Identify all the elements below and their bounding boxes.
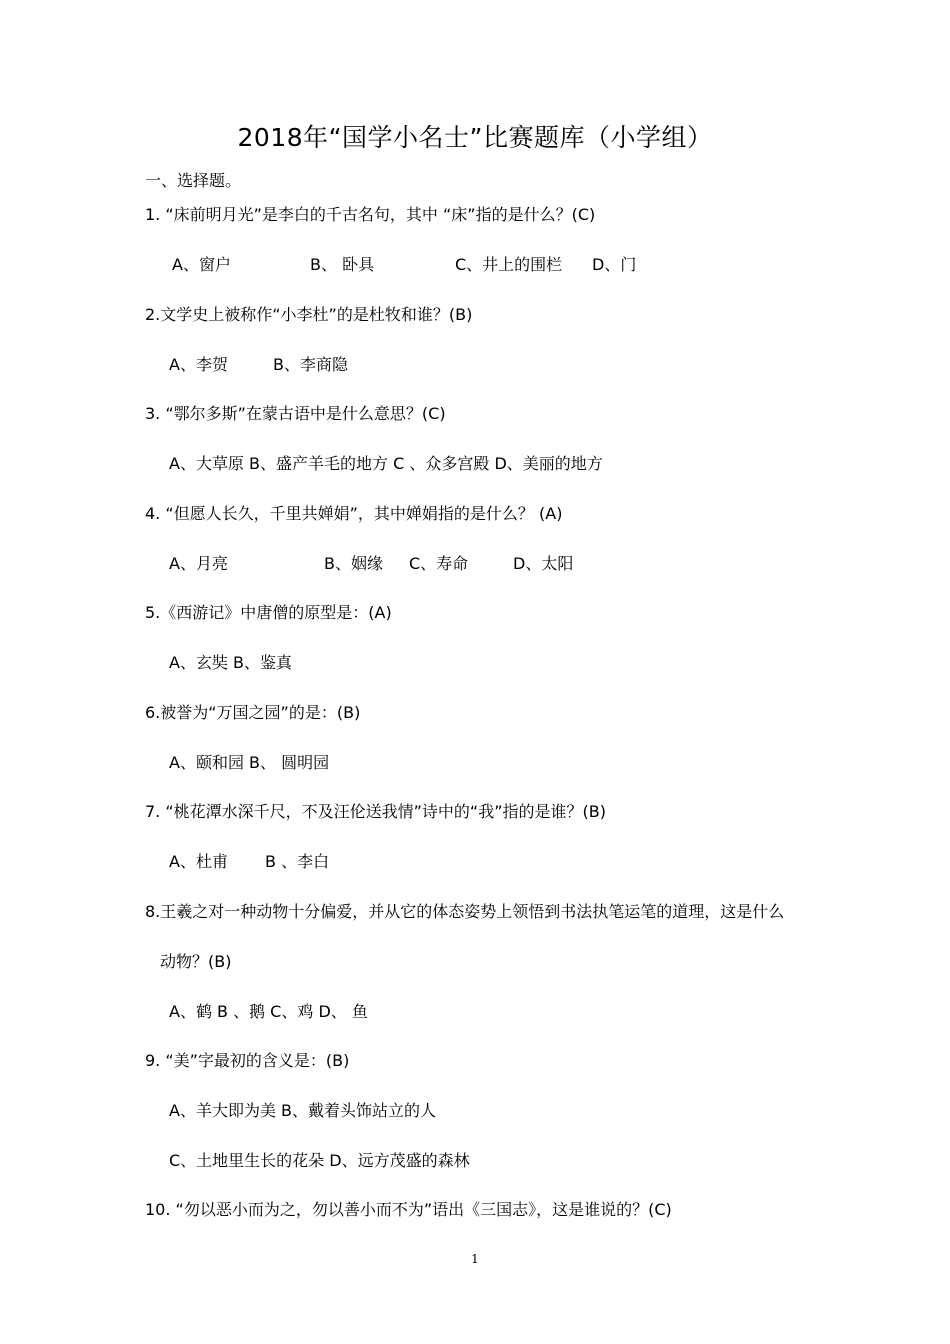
q1-option-a: A、窗户 bbox=[172, 255, 231, 274]
q1-option-b: B、 卧具 bbox=[310, 255, 375, 274]
section-heading: 一、选择题。 bbox=[145, 171, 242, 190]
question-5: 5.《西游记》中唐僧的原型是：(A) bbox=[145, 603, 392, 622]
q4-option-d: D、太阳 bbox=[513, 554, 574, 573]
question-8: 8.王羲之对一种动物十分偏爱，并从它的体态姿势上领悟到书法执笔运笔的道理，这是什么 bbox=[145, 902, 785, 921]
question-3: 3. “鄂尔多斯”在蒙古语中是什么意思？(C) bbox=[145, 404, 446, 423]
q2-option-b: B、李商隐 bbox=[273, 355, 348, 374]
page-title: 2018年“国学小名士”比赛题库（小学组） bbox=[237, 123, 713, 152]
q9-options-ab: A、羊大即为美 B、戴着头饰站立的人 bbox=[169, 1101, 437, 1120]
question-10: 10. “勿以恶小而为之，勿以善小而不为”语出《三国志》，这是谁说的？(C) bbox=[145, 1200, 672, 1219]
q8-options: A、鹤 B 、鹅 C、鸡 D、 鱼 bbox=[169, 1002, 368, 1021]
question-6: 6.被誉为“万国之园”的是：(B) bbox=[145, 703, 361, 722]
q4-option-c: C、寿命 bbox=[409, 554, 469, 573]
question-1: 1. “床前明月光”是李白的千古名句，其中 “床”指的是什么？(C) bbox=[145, 205, 596, 224]
q1-option-d: D、门 bbox=[592, 255, 637, 274]
question-2: 2.文学史上被称作“小李杜”的是杜牧和谁？(B) bbox=[145, 305, 473, 324]
q2-option-a: A、李贺 bbox=[169, 355, 228, 374]
question-4: 4. “但愿人长久，千里共婵娟”，其中婵娟指的是什么？ (A) bbox=[145, 504, 563, 523]
q5-options: A、玄奘 B、鉴真 bbox=[169, 653, 293, 672]
question-9: 9. “美”字最初的含义是：(B) bbox=[145, 1051, 350, 1070]
q7-option-a: A、杜甫 bbox=[169, 852, 228, 871]
q9-options-cd: C、土地里生长的花朵 D、远方茂盛的森林 bbox=[169, 1151, 470, 1170]
question-7: 7. “桃花潭水深千尺，不及汪伦送我情”诗中的“我”指的是谁？(B) bbox=[145, 802, 606, 821]
q1-option-c: C、井上的围栏 bbox=[455, 255, 563, 274]
question-8-continued: 动物？(B) bbox=[160, 952, 232, 971]
q6-options: A、颐和园 B、 圆明园 bbox=[169, 753, 330, 772]
page-number: 1 bbox=[471, 1252, 479, 1266]
q4-option-a: A、月亮 bbox=[169, 554, 228, 573]
q4-option-b: B、姻缘 bbox=[324, 554, 383, 573]
q3-options: A、大草原 B、盛产羊毛的地方 C 、众多宫殿 D、美丽的地方 bbox=[169, 454, 603, 473]
q7-option-b: B 、李白 bbox=[265, 852, 330, 871]
